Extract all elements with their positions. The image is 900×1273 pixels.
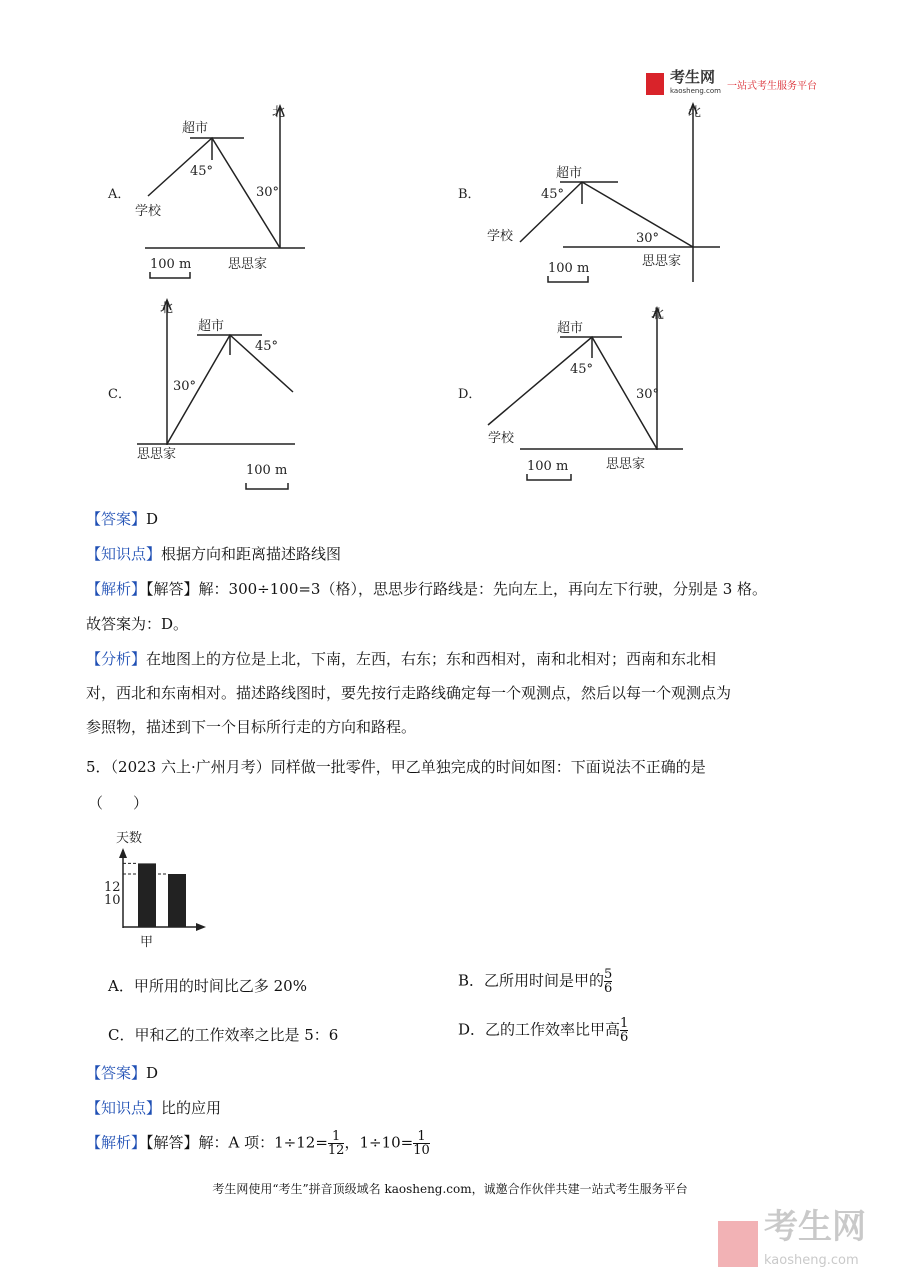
angle-label: 45°	[190, 164, 214, 179]
angle-label: 30°	[636, 231, 660, 246]
q5-solution: 【解析】【解答】解：A 项：1÷12= $\frac{1}{12}$ ，1÷10= $\frac{1}{10}$	[86, 1129, 430, 1158]
q4-answer: 【答案】D	[86, 510, 159, 528]
angle-label: 45°	[570, 362, 594, 377]
scale-label: 100 m	[548, 261, 590, 276]
q5-option-a: A．甲所用的时间比乙多 20%	[108, 977, 307, 995]
q5-option-c: C．甲和乙的工作效率之比是 5：6	[108, 1026, 339, 1044]
q5-paren: （ ）	[88, 794, 149, 812]
watermark-mark-icon	[718, 1221, 758, 1267]
home-label: 思思家	[642, 254, 682, 269]
angle-label: 30°	[173, 379, 197, 394]
school-label: 学校	[135, 204, 162, 219]
chart-ylabel: 天数	[116, 831, 143, 846]
north-label: 北	[160, 301, 174, 316]
q4-solution-end: 故答案为：D。	[86, 615, 189, 633]
home-label: 思思家	[137, 447, 177, 462]
q5-answer: 【答案】D	[86, 1064, 159, 1082]
north-label: 北	[272, 105, 286, 120]
angle-label: 30°	[636, 387, 660, 402]
angle-label: 45°	[541, 187, 565, 202]
angle-label: 45°	[255, 339, 279, 354]
market-label: 超市	[182, 121, 209, 136]
x-axis-arrow-icon	[196, 923, 206, 931]
watermark-domain: kaosheng.com	[764, 1253, 859, 1268]
slogan: 一站式考生服务平台	[726, 80, 817, 92]
north-label: 北	[651, 307, 665, 322]
option-c-letter: C．	[108, 387, 131, 402]
q4-analysis: 【分析】在地图上的方位是上北，下南，左西，右东；东和西相对，南和北相对；西南和东北相	[86, 650, 717, 668]
q5-option-b: B．乙所用时间是甲的 $\frac{5}{6}$	[458, 967, 613, 996]
home-label: 思思家	[228, 257, 268, 272]
school-label: 学校	[487, 229, 514, 244]
q5-stem: 5．（2023 六上·广州月考）同样做一批零件，甲乙单独完成的时间如图：下面说法不正确的是	[86, 758, 706, 776]
q4-analysis-3: 参照物，描述到下一个目标所行走的方向和路程。	[86, 718, 417, 736]
route-diagrams	[0, 0, 900, 500]
scale-label: 100 m	[527, 459, 569, 474]
ytick-label: 10	[104, 893, 121, 908]
q5-knowledge-point: 【知识点】比的应用	[86, 1099, 222, 1117]
watermark-logo	[718, 1207, 866, 1273]
watermark-name: 考生网	[764, 1207, 866, 1247]
page-footer: 考生网使用“考生”拼音顶级域名 kaosheng.com，诚邀合作伙伴共建一站式考生服务平台	[212, 1182, 688, 1196]
bar-chart	[100, 820, 220, 950]
school-label: 学校	[488, 431, 515, 446]
option-b-letter: B．	[458, 187, 481, 202]
market-label: 超市	[557, 321, 584, 336]
scale-label: 100 m	[150, 257, 192, 272]
north-label: 北	[688, 105, 702, 120]
market-label: 超市	[198, 319, 225, 334]
angle-label: 30°	[256, 185, 280, 200]
logo-domain: kaosheng.com	[670, 87, 721, 95]
option-d-letter: D．	[458, 387, 482, 402]
q4-solution: 【解析】【解答】解：300÷100=3（格），思思步行路线是：先向左上，再向左下行驶，分别是 3 格。	[86, 580, 768, 598]
home-label: 思思家	[606, 457, 646, 472]
bar-乙	[168, 874, 186, 927]
y-axis-arrow-icon	[119, 848, 127, 858]
q4-knowledge-point: 【知识点】根据方向和距离描述路线图	[86, 545, 342, 563]
q4-analysis-2: 对，西北和东南相对。描述路线图时，要先按行走路线确定每一个观测点，然后以每一个观测点为	[86, 684, 732, 702]
bar-甲	[138, 863, 156, 927]
scale-label: 100 m	[246, 463, 288, 478]
chart-xlabel: 甲	[140, 935, 154, 950]
market-label: 超市	[556, 166, 583, 181]
ytick-label: 12	[104, 880, 121, 895]
logo-name: 考生网	[670, 68, 716, 86]
option-a-letter: A．	[108, 187, 131, 202]
q5-option-d: D．乙的工作效率比甲高 $\frac{1}{6}$	[458, 1016, 629, 1045]
